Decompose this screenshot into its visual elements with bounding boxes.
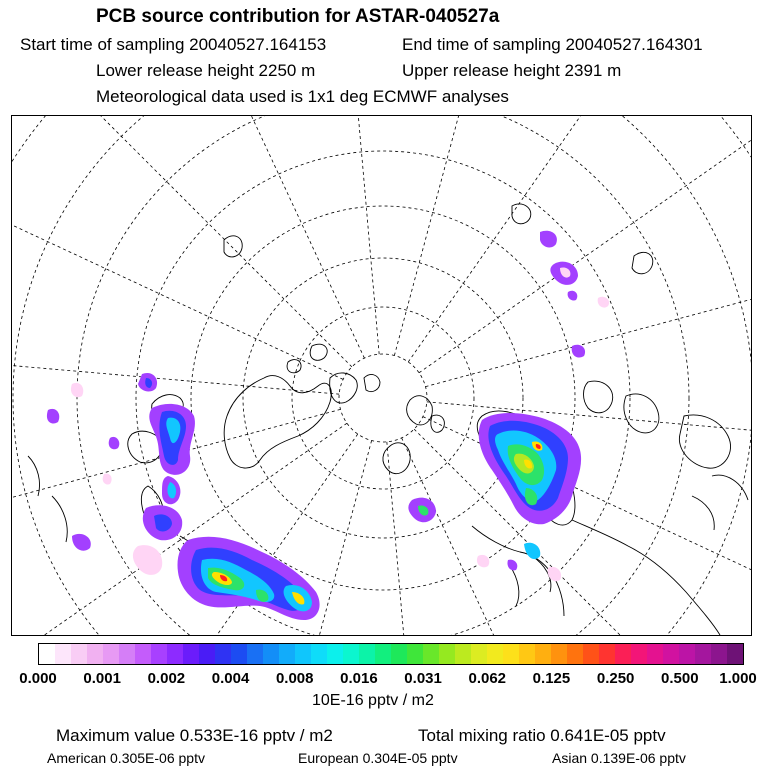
meridian-line	[427, 402, 751, 459]
end-time-label: End time of sampling 20040527.164301	[402, 35, 703, 54]
color-scale-tick-label: 0.001	[83, 670, 121, 687]
color-scale-tick-label: 0.008	[275, 670, 314, 687]
plume-field	[47, 231, 609, 620]
meridian-line	[394, 116, 564, 355]
plume-europe	[408, 231, 609, 582]
color-scale-segment	[359, 644, 375, 664]
color-scale-segment	[615, 644, 631, 664]
color-scale-segment	[71, 644, 87, 664]
color-scale-segment	[87, 644, 103, 664]
color-scale-segment	[55, 644, 71, 664]
color-scale-segment	[119, 644, 135, 664]
plot-title: PCB source contribution for ASTAR-040527a	[96, 6, 500, 27]
color-scale-segment	[535, 644, 551, 664]
map-svg	[12, 116, 751, 635]
polar-map	[11, 115, 752, 636]
upper-height-label: Upper release height 2391 m	[402, 61, 622, 80]
european-contribution-label: European 0.304E-05 pptv	[298, 750, 458, 766]
color-scale-segment	[151, 644, 167, 664]
start-time-label: Start time of sampling 20040527.164153	[20, 35, 327, 54]
meridians	[12, 116, 751, 635]
met-data-label: Meteorological data used is 1x1 deg ECMWF analyses	[96, 87, 509, 106]
lower-height-label: Lower release height 2250 m	[96, 61, 316, 80]
color-scale-segment	[631, 644, 647, 664]
color-scale-segment	[663, 644, 679, 664]
color-scale-segment	[519, 644, 535, 664]
color-scale-segment	[727, 644, 743, 664]
meridian-line	[414, 429, 751, 635]
color-scale-tick-label: 0.250	[596, 670, 635, 687]
color-scale-segment	[487, 644, 503, 664]
color-scale-segment	[279, 644, 295, 664]
color-scale-tick-label: 0.002	[147, 670, 186, 687]
color-scale-segment	[695, 644, 711, 664]
color-scale-tick-label: 0.062	[468, 670, 507, 687]
plume-america	[47, 373, 320, 620]
color-scale-segment	[439, 644, 455, 664]
color-scale-segment	[551, 644, 567, 664]
color-scale-segment	[215, 644, 231, 664]
color-scale-segment	[247, 644, 263, 664]
color-scale-segment	[375, 644, 391, 664]
color-scale-segment	[39, 644, 55, 664]
color-scale-tick-label: 0.500	[661, 670, 699, 687]
scale-units-label: 10E-16 pptv / m2	[312, 692, 434, 709]
color-scale-segment	[295, 644, 311, 664]
color-scale-segment	[503, 644, 519, 664]
color-scale-segment	[647, 644, 663, 664]
meridian-line	[87, 116, 364, 358]
color-scale-segment	[455, 644, 471, 664]
color-scale-tick-label: 1.000	[719, 670, 757, 687]
color-scale-segment	[567, 644, 583, 664]
color-scale-segment	[103, 644, 119, 664]
color-scale-tick-label: 0.031	[404, 670, 442, 687]
color-scale-segment	[327, 644, 343, 664]
meridian-line	[426, 217, 751, 387]
coastlines	[28, 204, 748, 635]
color-scale-tick-label: 0.004	[211, 670, 250, 687]
color-scale-bar	[38, 643, 744, 665]
total-mixing-label: Total mixing ratio 0.641E-05 pptv	[418, 726, 666, 745]
color-scale-segment	[311, 644, 327, 664]
meridian-line	[12, 116, 343, 379]
max-value-label: Maximum value 0.533E-16 pptv / m2	[56, 726, 333, 745]
meridian-line	[423, 417, 751, 635]
color-scale-segment	[423, 644, 439, 664]
color-scale-tick-label: 0.016	[340, 670, 378, 687]
color-scale-segment	[407, 644, 423, 664]
color-scale-segment	[711, 644, 727, 664]
color-scale-segment	[583, 644, 599, 664]
meridian-line	[322, 116, 379, 354]
color-scale-segment	[471, 644, 487, 664]
color-scale-tick-label: 0.125	[532, 670, 571, 687]
meridian-line	[419, 116, 751, 373]
color-scale-tick-label: 0.000	[19, 670, 57, 687]
color-scale-segment	[263, 644, 279, 664]
color-scale-segment	[343, 644, 359, 664]
meridian-line	[387, 442, 444, 635]
color-scale-segment	[183, 644, 199, 664]
color-scale-segment	[199, 644, 215, 664]
asian-contribution-label: Asian 0.139E-06 pptv	[552, 750, 686, 766]
meridian-line	[408, 116, 751, 362]
color-scale-segment	[135, 644, 151, 664]
color-scale-segment	[167, 644, 183, 664]
american-contribution-label: American 0.305E-06 pptv	[47, 750, 205, 766]
graticule	[12, 116, 751, 635]
color-scale-segment	[599, 644, 615, 664]
color-scale-segment	[679, 644, 695, 664]
color-scale-segment	[231, 644, 247, 664]
meridian-line	[12, 116, 352, 367]
color-scale-segment	[391, 644, 407, 664]
